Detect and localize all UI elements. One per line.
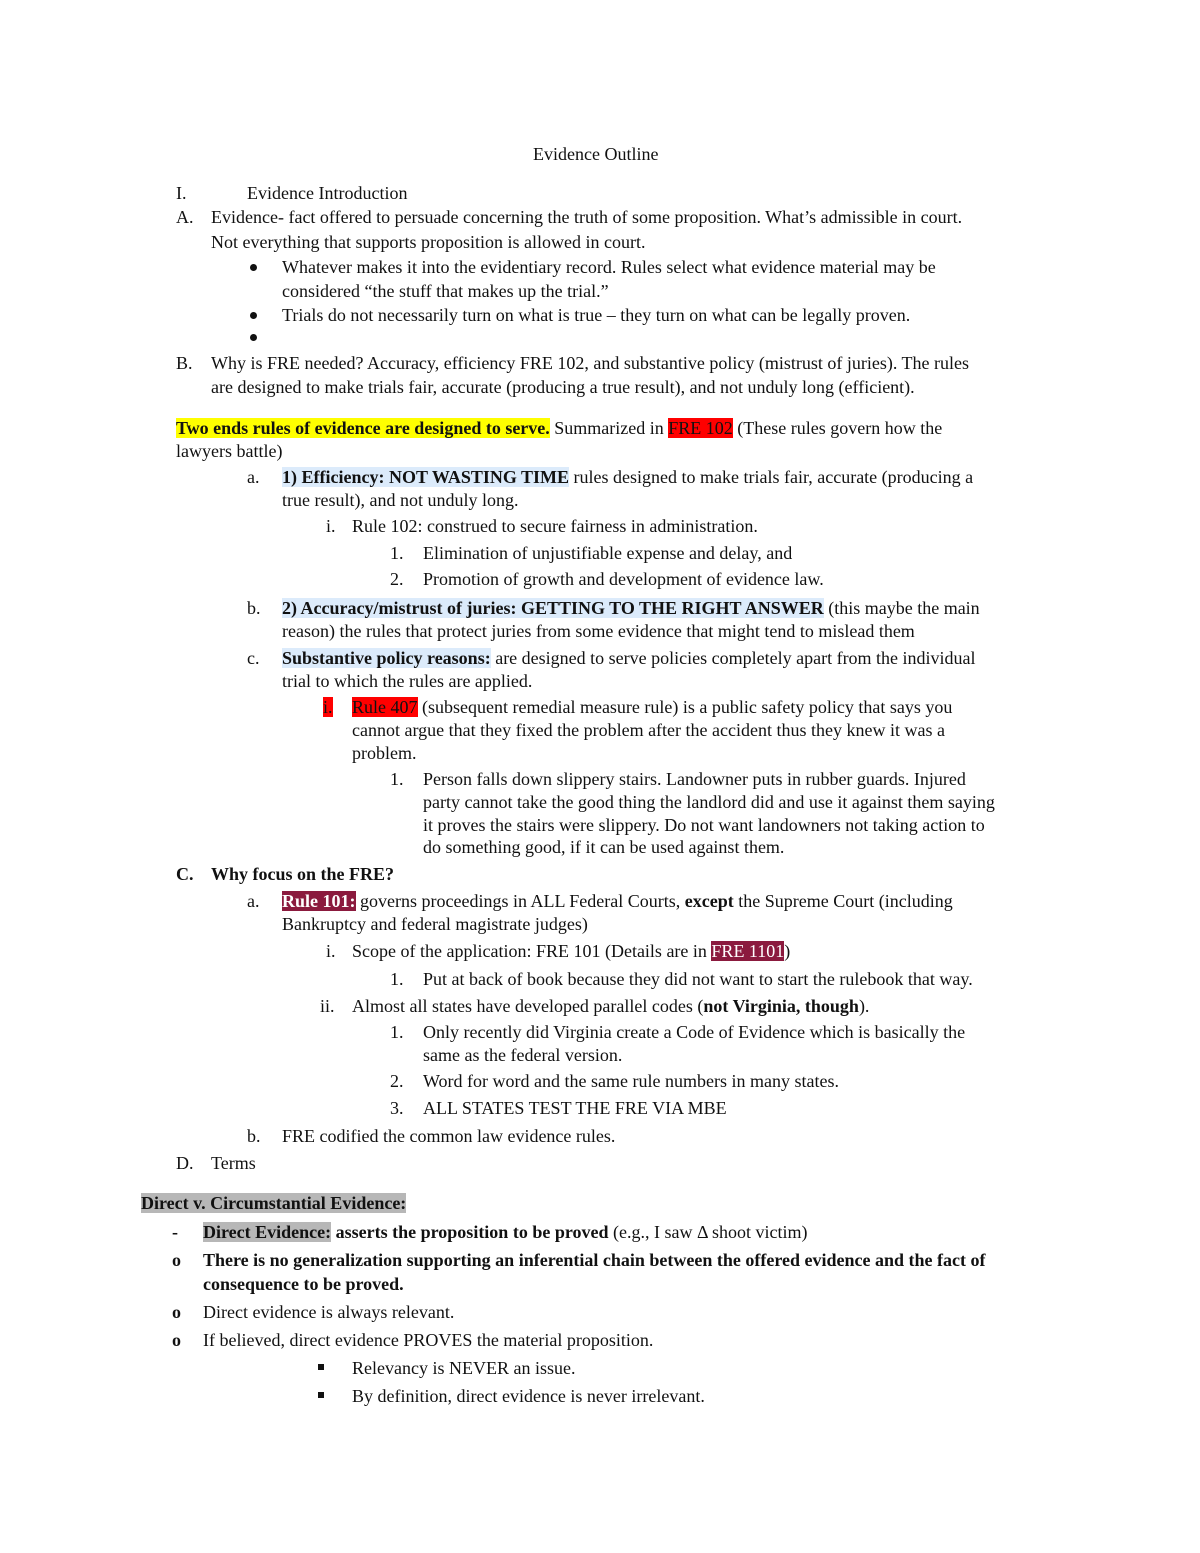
substantive-line1 (282, 647, 976, 669)
text: Summarized in (549, 418, 669, 438)
rule-101-line2: Bankruptcy and federal magistrate judges) (282, 914, 588, 934)
item-d-text: Terms (211, 1153, 256, 1173)
accuracy-line1 (282, 597, 980, 619)
list-item: Word for word and the same rule numbers in many states. (423, 1071, 839, 1091)
text: (e.g., I saw Δ shoot victim) (608, 1222, 808, 1242)
rule-101-line1 (282, 890, 953, 912)
accuracy-line2: reason) the rules that protect juries from some evidence that might tend to mislead them (282, 621, 915, 641)
text: ) (784, 941, 791, 961)
highlight-gray: Direct Evidence: (203, 1222, 332, 1242)
item-marker-d: D. (176, 1153, 194, 1173)
bullet-text: considered “the stuff that makes up the trial.” (282, 281, 609, 301)
item-marker-a: A. (176, 207, 194, 227)
bullet-text: Whatever makes it into the evidentiary record. Rules select what evidence material may be (282, 257, 936, 277)
page-title: Evidence Outline (533, 144, 659, 164)
fre-102-highlight: FRE 102 (668, 418, 733, 438)
list-marker: c. (247, 648, 260, 668)
rule-102-text: Rule 102: construed to secure fairness in administration. (352, 516, 758, 536)
section-heading: Evidence Introduction (247, 183, 408, 203)
item-marker-c: C. (176, 864, 194, 884)
circle-marker: o (172, 1330, 181, 1350)
rule-407-highlight: Rule 407 (352, 697, 418, 717)
list-marker: 2. (390, 569, 404, 589)
bullet-dot (250, 334, 257, 341)
text-bold: asserts the proposition to be proved (331, 1222, 609, 1242)
item-b-line2: are designed to make trials fair, accurate (producing a true result), and not unduly long (efficient). (211, 377, 915, 397)
parallel-codes-text (352, 995, 869, 1017)
text: are designed to serve policies completely apart from the individual (490, 648, 976, 668)
fre-1101-highlight: FRE 1101 (711, 941, 785, 961)
list-marker: i. (326, 941, 336, 961)
example-line1: Person falls down slippery stairs. Landowner puts in rubber guards. Injured (423, 769, 966, 789)
highlight-gray: Direct v. Circumstantial Evidence: (141, 1193, 407, 1213)
list-marker: 1. (390, 1022, 404, 1042)
text: the Supreme Court (including (733, 891, 953, 911)
list-item: Only recently did Virginia create a Code of Evidence which is basically the (423, 1022, 966, 1042)
list-marker: 2. (390, 1071, 404, 1091)
scope-text (352, 940, 790, 962)
bullet-dot (250, 312, 257, 319)
text: ). (858, 996, 870, 1016)
item-a-line2: Not everything that supports proposition is allowed in court. (211, 232, 646, 252)
list-marker: b. (247, 598, 261, 618)
rule-407-line3: problem. (352, 743, 417, 763)
bullet-dot (250, 264, 257, 271)
text: (These rules govern how the (732, 418, 943, 438)
list-marker: 1. (390, 769, 404, 789)
highlight-blue: 1) Efficiency: NOT WASTING TIME (282, 467, 570, 487)
dash-marker: - (172, 1222, 178, 1242)
section-marker: I. (176, 183, 187, 203)
item-b-line1: Why is FRE needed? Accuracy, efficiency FRE 102, and substantive policy (mistrust of juries). The rules (211, 353, 969, 373)
direct-evidence-line (203, 1221, 808, 1243)
list-item: Promotion of growth and development of evidence law. (423, 569, 824, 589)
example-line2: party cannot take the good thing the landlord did and use it against them saying (423, 792, 995, 812)
rule-407-line1 (352, 696, 952, 718)
generalization-line2: consequence to be proved. (203, 1274, 404, 1294)
list-marker: ii. (320, 996, 335, 1016)
list-marker: 1. (390, 543, 404, 563)
list-item: Elimination of unjustifiable expense and delay, and (423, 543, 793, 563)
rule-101-highlight: Rule 101: (282, 891, 356, 911)
text: rules designed to make trials fair, accurate (producing a (569, 467, 974, 487)
two-ends-paragraph (176, 417, 942, 439)
relevancy-line: Relevancy is NEVER an issue. (352, 1358, 576, 1378)
list-item: same as the federal version. (423, 1045, 623, 1065)
list-item: ALL STATES TEST THE FRE VIA MBE (423, 1098, 727, 1118)
list-marker: 1. (390, 969, 404, 989)
list-marker: 3. (390, 1098, 404, 1118)
text-bold: not Virginia, though (703, 996, 859, 1016)
list-marker: b. (247, 1126, 261, 1146)
definition-line: By definition, direct evidence is never irrelevant. (352, 1386, 705, 1406)
list-item: Put at back of book because they did not want to start the rulebook that way. (423, 969, 973, 989)
generalization-line1: There is no generalization supporting an inferential chain between the offered evidence and the fact of (203, 1250, 986, 1270)
list-marker (323, 696, 333, 718)
text: (this maybe the main (823, 598, 980, 618)
example-line4: do something good, if it can be used against them. (423, 837, 785, 857)
highlight-blue: Substantive policy reasons: (282, 648, 491, 668)
text: governs proceedings in ALL Federal Courts, (355, 891, 685, 911)
direct-circumstantial-heading (141, 1192, 406, 1214)
highlight-blue: 2) Accuracy/mistrust of juries: GETTING TO THE RIGHT ANSWER (282, 598, 824, 618)
rule-407-line2: cannot argue that they fixed the problem after the accident thus they knew it was a (352, 720, 945, 740)
list-item: FRE codified the common law evidence rules. (282, 1126, 616, 1146)
square-bullet (318, 1364, 324, 1370)
text: Almost all states have developed parallel codes ( (352, 996, 704, 1016)
text: Scope of the application: FRE 101 (Details are in (352, 941, 712, 961)
always-relevant: Direct evidence is always relevant. (203, 1302, 455, 1322)
text-bold: except (684, 891, 734, 911)
proves-line: If believed, direct evidence PROVES the material proposition. (203, 1330, 654, 1350)
list-marker: a. (247, 467, 260, 487)
text: (subsequent remedial measure rule) is a public safety policy that says you (417, 697, 953, 717)
circle-marker: o (172, 1302, 181, 1322)
item-marker-b: B. (176, 353, 193, 373)
list-marker: i. (326, 516, 336, 536)
efficiency-line1 (282, 466, 973, 488)
marker-highlight: i. (323, 697, 333, 717)
bullet-text: Trials do not necessarily turn on what is true – they turn on what can be legally proven. (282, 305, 911, 325)
circle-marker: o (172, 1250, 181, 1270)
square-bullet (318, 1392, 324, 1398)
list-marker: a. (247, 891, 260, 911)
example-line3: it proves the stairs were slippery. Do not want landowners not taking action to (423, 815, 985, 835)
substantive-line2: trial to which the rules are applied. (282, 671, 533, 691)
efficiency-line2: true result), and not unduly long. (282, 490, 519, 510)
item-c-heading: Why focus on the FRE? (211, 864, 395, 884)
two-ends-line2: lawyers battle) (176, 441, 283, 461)
item-a-line1: Evidence- fact offered to persuade concerning the truth of some proposition. What’s admissible in court. (211, 207, 963, 227)
highlight-yellow: Two ends rules of evidence are designed to serve. (176, 418, 550, 438)
